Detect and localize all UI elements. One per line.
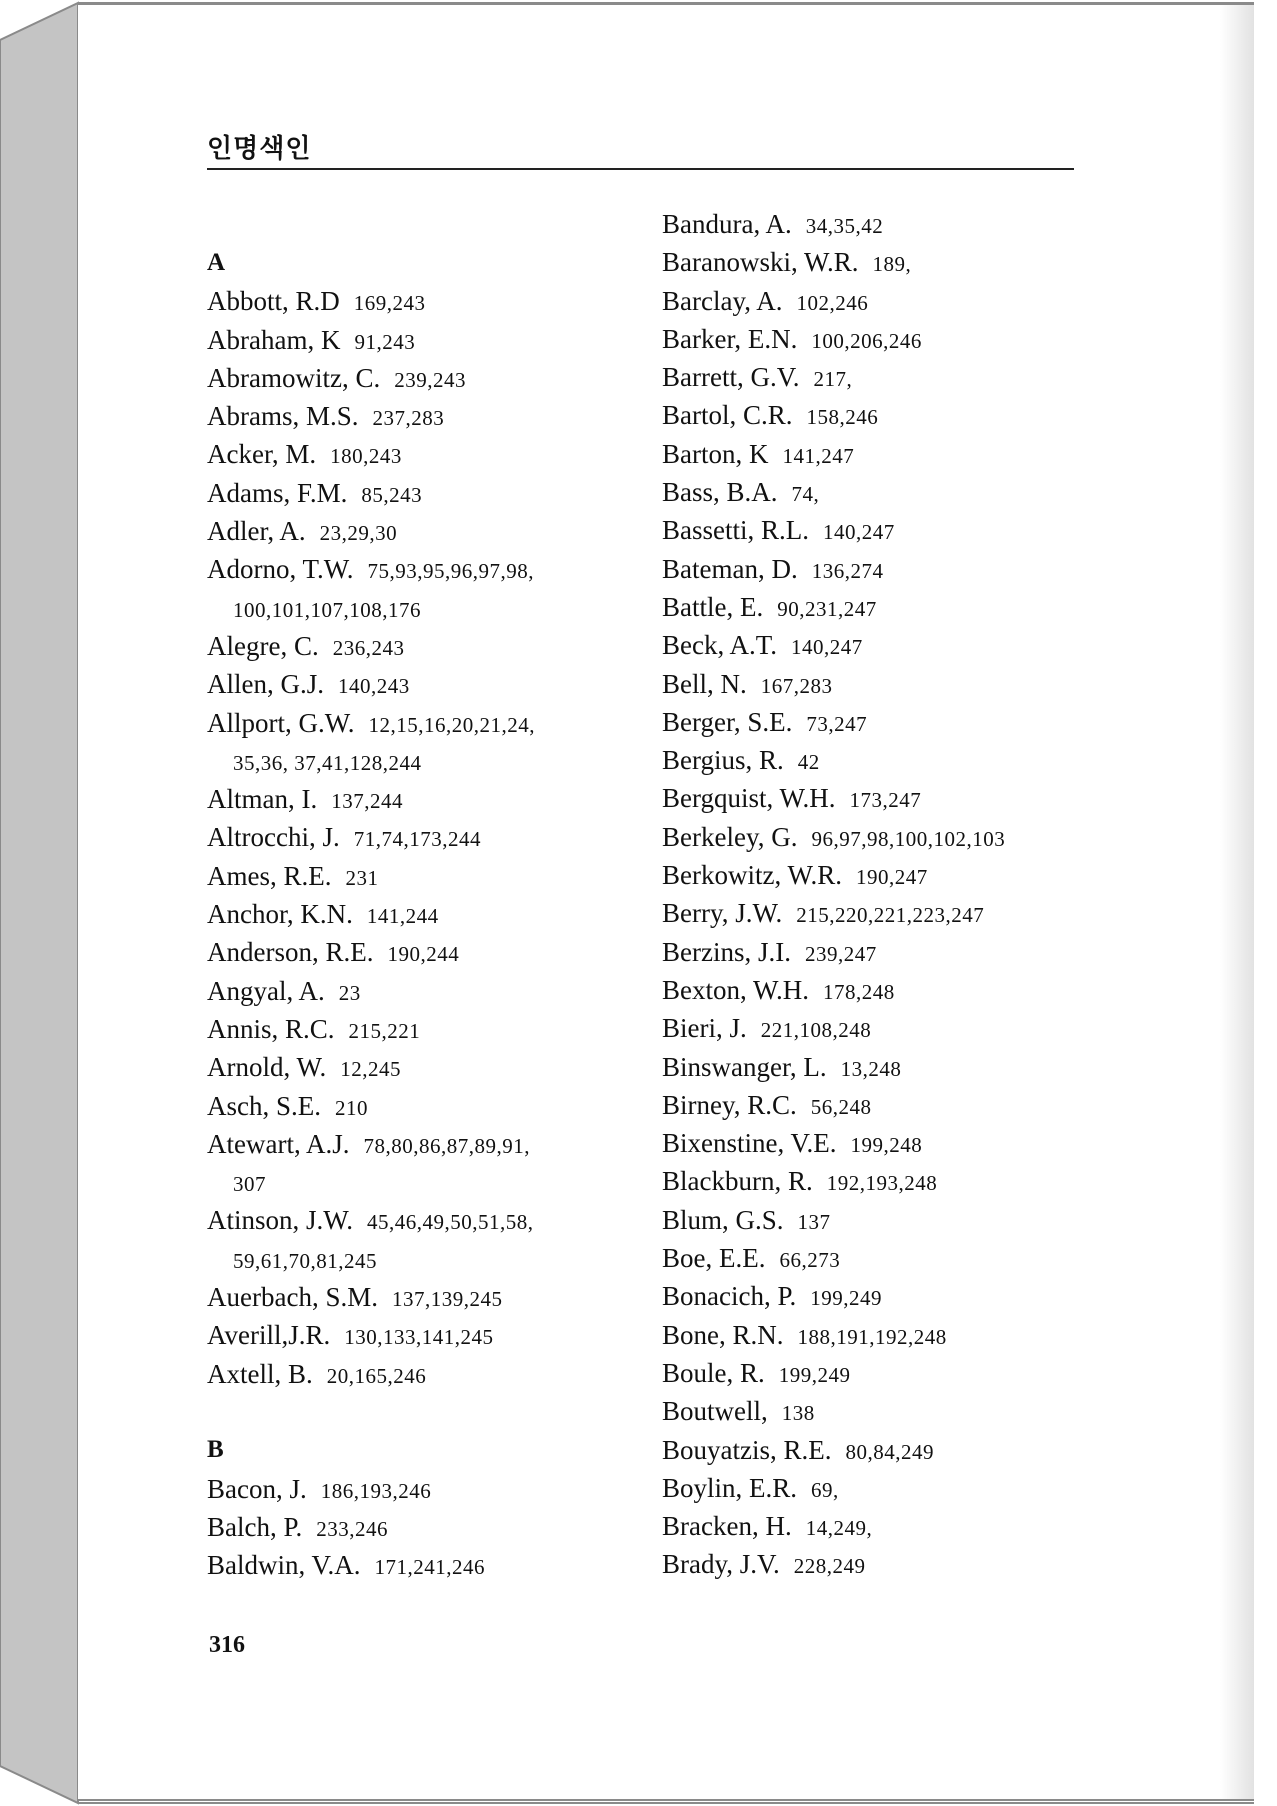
entry-pages: 74, (791, 482, 820, 507)
page-title: 인명색인 (207, 134, 312, 164)
index-entry (662, 511, 1132, 549)
entry-name: Alegre, C. (207, 630, 319, 661)
index-entry (662, 1507, 1132, 1545)
entry-pages: 137,244 (331, 789, 403, 814)
entry-name: Blum, G.S. (662, 1204, 784, 1235)
entry-pages: 140,247 (823, 520, 895, 545)
entry-pages: 100,206,246 (811, 328, 922, 353)
entry-pages: 233,246 (316, 1516, 389, 1541)
index-entry (207, 972, 677, 1010)
index-entry (207, 704, 677, 742)
index-entry (662, 1277, 1132, 1315)
index-entry (207, 550, 677, 588)
entry-pages: 140,243 (338, 674, 410, 699)
entry-name: Adler, A. (207, 516, 306, 547)
entry-pages: 190,244 (387, 942, 460, 967)
index-entry (207, 857, 677, 895)
entry-pages: 96,97,98,100,102,103 (811, 826, 1006, 851)
entry-pages: 236,243 (332, 635, 405, 660)
entry-pages: 199,249 (778, 1362, 851, 1387)
entry-name: Anderson, R.E. (207, 937, 374, 968)
entry-pages: 12,15,16,20,21,24, (368, 712, 535, 737)
entry-pages: 215,221 (348, 1018, 421, 1043)
entry-pages: 100,101,107,108,176 (233, 597, 421, 622)
entry-name: Bouyatzis, R.E. (662, 1434, 832, 1465)
header-divider (207, 168, 1074, 170)
entry-pages: 75,93,95,96,97,98, (367, 559, 534, 584)
section-spacer (207, 1393, 677, 1431)
index-entry-continuation (207, 1163, 677, 1201)
entry-pages: 215,220,221,223,247 (796, 903, 985, 928)
entry-name: Axtell, B. (207, 1358, 313, 1389)
index-entry (662, 665, 1132, 703)
entry-pages: 188,191,192,248 (797, 1324, 947, 1349)
entry-pages: 91,243 (354, 329, 416, 354)
entry-pages: 178,248 (823, 979, 895, 1004)
index-entry (662, 971, 1132, 1009)
entry-pages: 78,80,86,87,89,91, (363, 1133, 530, 1158)
entry-pages: 237,283 (372, 406, 445, 431)
entry-pages: 171,241,246 (374, 1555, 486, 1580)
entry-name: Beck, A.T. (662, 630, 777, 661)
entry-pages: 141,244 (366, 904, 439, 929)
entry-pages: 34,35,42 (805, 214, 884, 238)
entry-name: Bieri, J. (662, 1013, 747, 1044)
index-entry (207, 435, 677, 473)
entry-name: Anchor, K.N. (207, 899, 353, 930)
index-entry (662, 1239, 1132, 1277)
entry-name: Bell, N. (662, 668, 747, 699)
entry-pages: 199,248 (850, 1133, 923, 1158)
entry-pages: 140,247 (790, 635, 863, 660)
index-entry (662, 1354, 1132, 1392)
index-entry (207, 1316, 677, 1354)
entry-pages: 169,243 (353, 291, 426, 316)
entry-name: Bateman, D. (662, 553, 798, 584)
entry-name: Ames, R.E. (207, 860, 332, 891)
entry-pages: 85,243 (361, 482, 423, 507)
entry-name: Boule, R. (662, 1357, 765, 1388)
entry-pages: 59,61,70,81,245 (233, 1248, 377, 1273)
entry-pages: 23 (338, 980, 361, 1005)
entry-name: Allen, G.J. (207, 669, 324, 700)
entry-name: Bacon, J. (207, 1473, 307, 1504)
index-entry (207, 321, 677, 359)
entry-pages: 13,248 (840, 1056, 902, 1081)
index-entry (207, 1048, 677, 1086)
entry-name: Adams, F.M. (207, 477, 348, 508)
index-entry (662, 282, 1132, 320)
index-entry (662, 1316, 1132, 1354)
index-entry (662, 1086, 1132, 1124)
index-entry (662, 1545, 1132, 1583)
entry-pages: 167,283 (760, 673, 833, 698)
entry-name: Abraham, K (207, 324, 341, 355)
index-entry (662, 1201, 1132, 1239)
index-entry (662, 703, 1132, 741)
entry-name: Angyal, A. (207, 975, 325, 1006)
index-entry (662, 933, 1132, 971)
entry-pages: 239,247 (804, 941, 877, 966)
index-entry (662, 320, 1132, 358)
entry-pages: 137,139,245 (391, 1287, 503, 1312)
entry-name: Abbott, R.D (207, 286, 340, 317)
page-number: 316 (209, 1632, 245, 1658)
index-entry (662, 358, 1132, 396)
entry-name: Acker, M. (207, 439, 317, 470)
entry-name: Barclay, A. (662, 285, 783, 316)
entry-pages: 192,193,248 (826, 1171, 938, 1196)
entry-pages: 141,247 (782, 443, 855, 468)
entry-name: Atewart, A.J. (207, 1128, 350, 1159)
index-entry (207, 512, 677, 550)
index-entry (662, 473, 1132, 511)
index-entry (662, 205, 1132, 243)
index-entry (207, 359, 677, 397)
index-entry (207, 1278, 677, 1316)
entry-name: Abramowitz, C. (207, 362, 381, 393)
index-entry (662, 626, 1132, 664)
index-entry (207, 933, 677, 971)
entry-name: Baranowski, W.R. (662, 247, 859, 278)
entry-pages: 14,249, (805, 1516, 873, 1541)
entry-name: Berry, J.W. (662, 898, 783, 929)
section-letter: B (207, 1436, 224, 1464)
entry-name: Boylin, E.R. (662, 1472, 798, 1503)
index-entry (662, 1431, 1132, 1469)
entry-pages: 35,36, 37,41,128,244 (233, 750, 422, 775)
entry-name: Bracken, H. (662, 1511, 792, 1542)
entry-name: Bass, B.A. (662, 477, 778, 508)
entry-name: Atinson, J.W. (207, 1205, 354, 1236)
index-entry-continuation (207, 742, 677, 780)
entry-name: Bixenstine, V.E. (662, 1128, 837, 1159)
entry-pages: 66,273 (779, 1248, 841, 1273)
entry-name: Bone, R.N. (662, 1319, 784, 1350)
entry-name: Blackburn, R. (662, 1166, 813, 1197)
entry-name: Averill,J.R. (207, 1320, 331, 1351)
index-entry (207, 1546, 677, 1584)
index-entry (207, 895, 677, 933)
entry-name: Berkowitz, W.R. (662, 860, 842, 891)
entry-pages: 137 (797, 1209, 831, 1234)
entry-name: Altrocchi, J. (207, 822, 340, 853)
entry-name: Barrett, G.V. (662, 362, 800, 393)
entry-pages: 23,29,30 (319, 521, 398, 546)
entry-name: Altman, I. (207, 784, 318, 815)
entry-name: Bergquist, W.H. (662, 783, 836, 814)
index-entry (662, 550, 1132, 588)
entry-name: Bergius, R. (662, 745, 784, 776)
entry-name: Bartol, C.R. (662, 400, 793, 431)
entry-name: Binswanger, L. (662, 1051, 827, 1082)
entry-pages: 136,274 (811, 558, 884, 583)
index-entry (662, 894, 1132, 932)
entry-pages: 80,84,249 (845, 1439, 934, 1464)
entry-name: Brady, J.V. (662, 1549, 780, 1580)
index-entry (207, 282, 677, 320)
index-entry-continuation (207, 1240, 677, 1278)
entry-pages: 69, (811, 1477, 839, 1502)
index-entry (207, 1201, 677, 1239)
index-entry (662, 1048, 1132, 1086)
entry-name: Battle, E. (662, 591, 764, 622)
entry-name: Annis, R.C. (207, 1013, 335, 1044)
index-entry (662, 1162, 1132, 1200)
index-entry (207, 1508, 677, 1546)
index-entry-continuation (207, 589, 677, 627)
index-entry (662, 741, 1132, 779)
entry-name: Baldwin, V.A. (207, 1550, 361, 1581)
index-entry (662, 588, 1132, 626)
entry-pages: 217, (813, 367, 853, 392)
index-entry (662, 818, 1132, 856)
entry-pages: 56,248 (810, 1094, 872, 1119)
entry-name: Berkeley, G. (662, 821, 798, 852)
entry-name: Balch, P. (207, 1511, 303, 1542)
index-entry (207, 665, 677, 703)
entry-name: Adorno, T.W. (207, 554, 354, 585)
left-index-column (207, 244, 677, 1584)
entry-pages: 180,243 (330, 444, 402, 469)
entry-pages: 189, (872, 252, 912, 277)
entry-pages: 158,246 (806, 405, 879, 430)
section-letter: A (207, 249, 226, 276)
right-index-column (662, 205, 1132, 1584)
index-entry (207, 1470, 677, 1508)
index-entry (662, 1469, 1132, 1507)
entry-pages: 20,165,246 (326, 1363, 427, 1388)
entry-pages: 231 (345, 865, 379, 890)
entry-pages: 12,245 (340, 1057, 402, 1082)
index-entry (662, 856, 1132, 894)
index-entry (662, 1392, 1132, 1430)
entry-pages: 307 (233, 1172, 266, 1197)
index-entry (207, 627, 677, 665)
entry-pages: 45,46,49,50,51,58, (367, 1210, 534, 1235)
entry-name: Bexton, W.H. (662, 974, 810, 1005)
index-entry (207, 1125, 677, 1163)
entry-name: Boutwell, (662, 1396, 768, 1427)
entry-pages: 90,231,247 (777, 596, 877, 621)
entry-pages: 130,133,141,245 (344, 1325, 494, 1350)
entry-pages: 221,108,248 (760, 1018, 872, 1043)
entry-name: Barker, E.N. (662, 323, 798, 354)
entry-pages: 228,249 (793, 1554, 866, 1579)
entry-pages: 42 (797, 750, 820, 775)
index-entry (207, 780, 677, 818)
index-entry (662, 779, 1132, 817)
entry-name: Berzins, J.I. (662, 936, 791, 967)
entry-pages: 73,247 (806, 711, 868, 736)
entry-name: Bassetti, R.L. (662, 515, 809, 546)
entry-pages: 102,246 (796, 290, 869, 315)
entry-name: Allport, G.W. (207, 707, 355, 738)
index-entry (662, 1009, 1132, 1047)
entry-name: Abrams, M.S. (207, 401, 359, 432)
index-entry (207, 818, 677, 856)
index-entry (662, 435, 1132, 473)
entry-pages: 239,243 (394, 367, 466, 392)
entry-name: Asch, S.E. (207, 1090, 321, 1121)
entry-name: Birney, R.C. (662, 1089, 797, 1120)
entry-pages: 138 (781, 1401, 815, 1426)
entry-name: Barton, K (662, 438, 769, 469)
entry-name: Boe, E.E. (662, 1243, 766, 1274)
index-entry (207, 1010, 677, 1048)
index-entry (207, 474, 677, 512)
index-entry (207, 1087, 677, 1125)
entry-name: Bandura, A. (662, 209, 792, 239)
entry-pages: 173,247 (849, 788, 922, 813)
entry-pages: 190,247 (856, 865, 928, 890)
entry-pages: 199,249 (810, 1286, 882, 1311)
entry-pages: 210 (335, 1095, 368, 1120)
index-entry (207, 397, 677, 435)
index-entry (662, 1124, 1132, 1162)
entry-name: Bonacich, P. (662, 1281, 797, 1312)
entry-pages: 186,193,246 (320, 1478, 432, 1503)
index-entry (207, 1355, 677, 1393)
index-entry (662, 396, 1132, 434)
entry-pages: 71,74,173,244 (353, 827, 481, 852)
entry-name: Berger, S.E. (662, 706, 793, 737)
index-entry (662, 243, 1132, 281)
entry-name: Arnold, W. (207, 1052, 327, 1083)
entry-name: Auerbach, S.M. (207, 1282, 378, 1313)
